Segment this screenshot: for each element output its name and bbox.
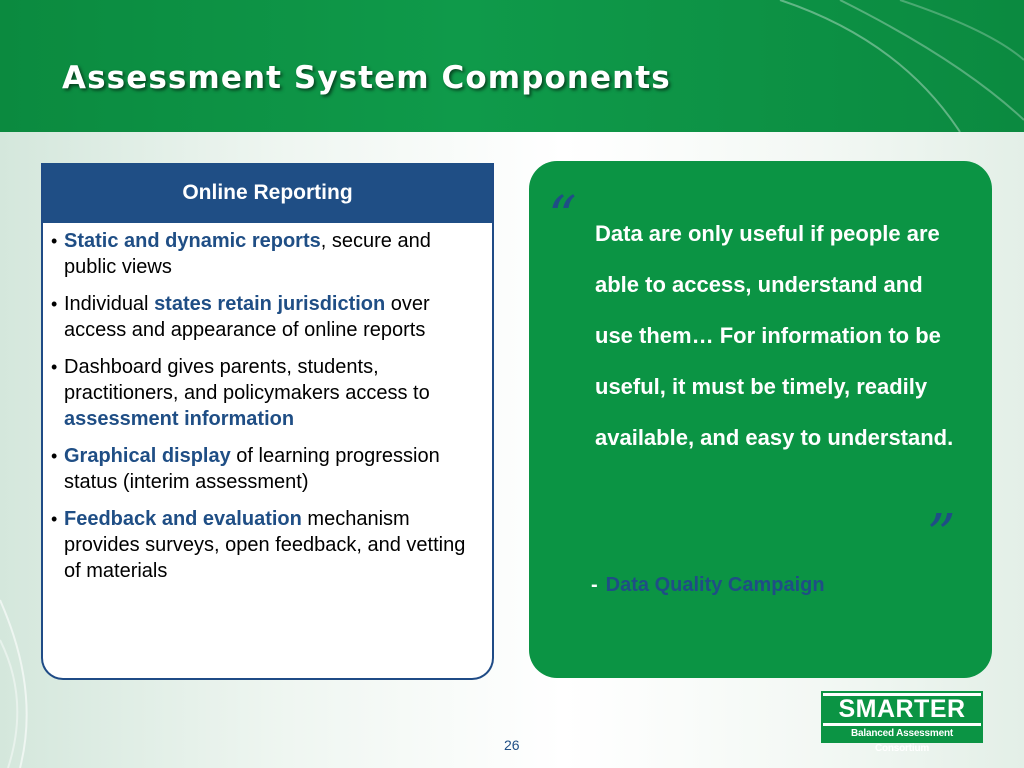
bullet-icon: • [51,357,58,377]
list-item-highlight: assessment information [64,408,295,430]
close-quote-icon: ” [927,503,956,568]
list-item [49,228,484,280]
online-reporting-panel [41,163,494,680]
list-item [49,506,484,584]
list-item-text: Dashboard gives parents, students, practitioners, and policymakers access to [64,356,430,404]
slide-title: Assessment System Components [62,60,671,96]
open-quote-icon: “ [548,185,577,250]
bullet-icon: • [51,509,58,529]
quote-attribution [591,574,825,597]
logo-subtitle: Balanced Assessment Consortium [823,726,981,741]
title-bar [0,0,1024,132]
bullet-icon: • [51,294,58,314]
bullet-icon: • [51,446,58,466]
reporting-bullet-list [43,223,492,584]
list-item-highlight: Static and dynamic reports [64,230,321,252]
quote-card [529,161,992,678]
list-item-text: of learning progression status (interim assessment) [64,445,440,493]
attribution-source: Data Quality Campaign [605,574,825,596]
list-item-highlight: Graphical display [64,445,231,467]
attribution-dash: - [591,574,598,596]
list-item-text: Individual [64,293,155,315]
list-item [49,443,484,495]
list-item-text: over access and appearance of online reports [64,293,430,341]
list-item-text: mechanism provides surveys, open feedback, and vetting of materials [64,508,466,582]
list-item-highlight: states retain jurisdiction [154,293,386,315]
list-item [49,291,484,343]
list-item-highlight: Feedback and evaluation [64,508,302,530]
logo-wordmark: SMARTER [823,696,981,723]
smarter-logo [821,691,983,754]
panel-heading: Online Reporting [43,163,492,223]
bullet-icon: • [51,231,58,251]
page-number: 26 [504,737,520,753]
list-item [49,354,484,432]
quote-text: Data are only useful if people are able to access, understand and use them… For information to be useful, it must be timely, readily available, and easy to understand. [595,221,954,450]
list-item-text: , secure and public views [64,230,431,278]
